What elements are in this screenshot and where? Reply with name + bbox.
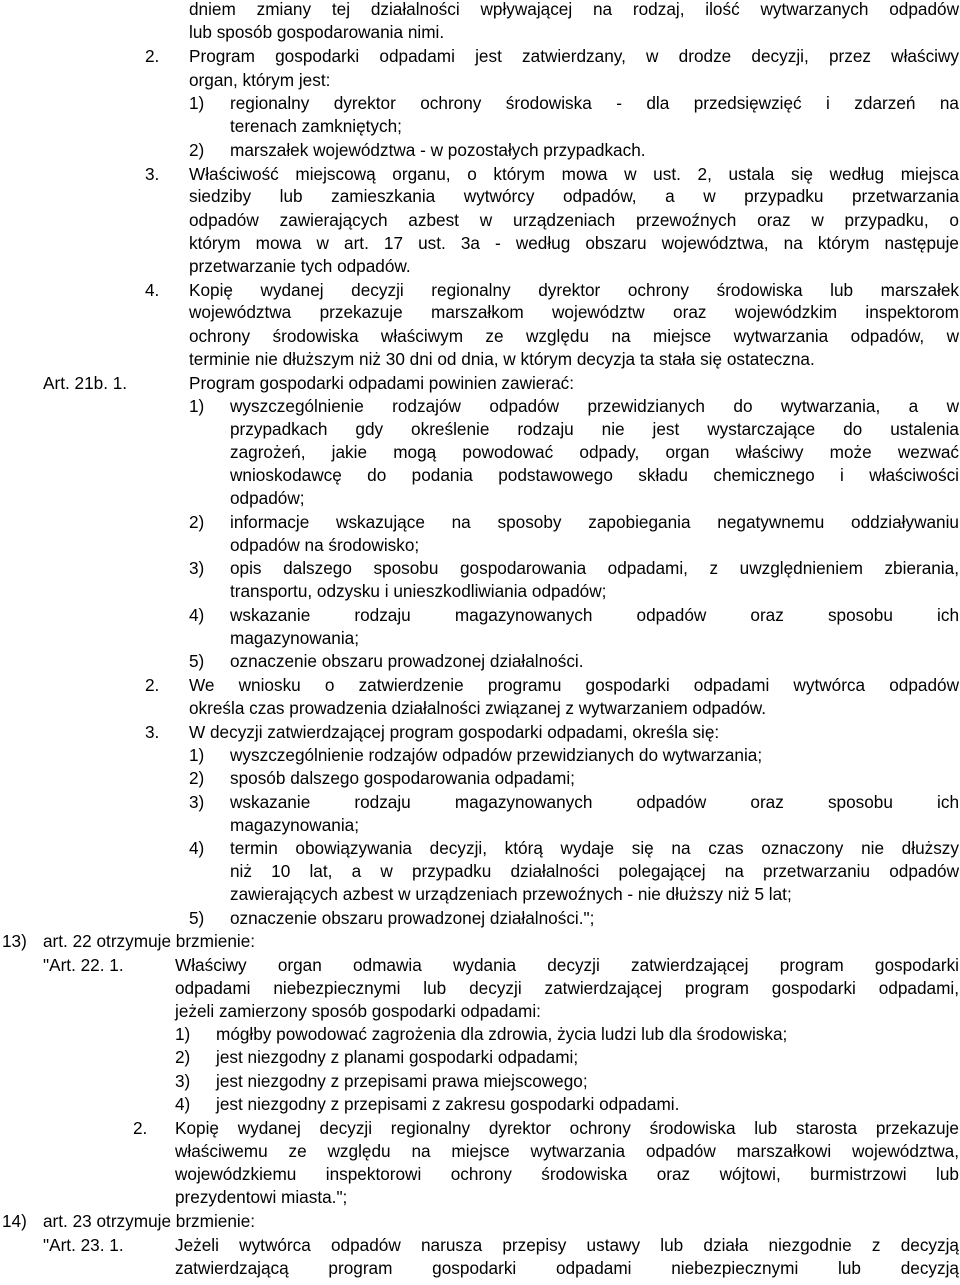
text-line: jest niezgodny z przepisami prawa miejscowego; — [216, 1071, 588, 1091]
list-label: 5) — [189, 651, 205, 671]
text-line: przypadkach gdy określenie rodzaju nie jest wystarczające do ustalenia — [230, 419, 959, 439]
list-label: 2. — [145, 675, 160, 695]
text-line: zagrożeń, jakie mogą powodować odpady, organ właściwy może wezwać — [230, 442, 959, 462]
list-label: 2) — [189, 140, 205, 160]
list-label: "Art. 22. 1. — [43, 955, 124, 975]
text-line: zatwierdzającą program gospodarki odpadami niebezpiecznymi lub decyzją — [175, 1258, 959, 1278]
text-line: Program gospodarki odpadami jest zatwierdzany, w drodze decyzji, przez właściwy — [189, 46, 959, 66]
text-line: Program gospodarki odpadami powinien zawierać: — [189, 373, 575, 393]
text-line: Właściwość miejscową organu, o którym mowa w ust. 2, ustala się według miejsca — [189, 164, 959, 184]
text-line: odpadów; — [230, 488, 305, 508]
text-line: opis dalszego sposobu gospodarowania odpadami, z uwzględnieniem zbierania, — [230, 558, 959, 578]
list-label: 3. — [145, 722, 160, 742]
text-line: wyszczególnienie rodzajów odpadów przewidzianych do wytwarzania, a w — [230, 396, 959, 416]
list-label: 3) — [189, 558, 205, 578]
text-line: transportu, odzysku i unieszkodliwiania odpadów; — [230, 581, 607, 601]
text-line: siedziby lub zamieszkania wytwórcy odpadów, a w przypadku przetwarzania — [189, 186, 959, 206]
list-label: 2. — [145, 46, 160, 66]
text-line: mógłby powodować zagrożenia dla zdrowia, życia ludzi lub dla środowiska; — [216, 1024, 788, 1044]
list-label: 14) — [2, 1211, 27, 1231]
text-line: Kopię wydanej decyzji regionalny dyrektor ochrony środowiska lub starosta przekazuje — [175, 1118, 959, 1138]
list-label: 1) — [189, 396, 205, 416]
text-line: wskazanie rodzaju magazynowanych odpadów oraz sposobu ich — [230, 605, 959, 625]
text-line: sposób dalszego gospodarowania odpadami; — [230, 768, 575, 788]
list-label: 13) — [2, 931, 27, 951]
text-line: jest niezgodny z planami gospodarki odpadami; — [216, 1047, 579, 1067]
text-line: W decyzji zatwierdzającej program gospodarki odpadami, określa się: — [189, 722, 720, 742]
text-line: jeżeli zamierzony sposób gospodarki odpadami: — [175, 1001, 541, 1021]
text-line: magazynowania; — [230, 628, 359, 648]
text-line: Jeżeli wytwórca odpadów narusza przepisy ustawy lub działa niezgodnie z decyzją — [175, 1235, 959, 1255]
list-label: 4) — [175, 1094, 191, 1114]
text-line: odpadami niebezpiecznymi lub decyzji zatwierdzającej program gospodarki odpadami, — [175, 978, 959, 998]
text-line: wojewódzkiemu inspektorowi ochrony środowiska oraz wójtowi, burmistrzowi lub — [175, 1164, 959, 1184]
list-label: 2) — [189, 768, 205, 788]
text-line: ochrony środowiska właściwym ze względu na miejsce wytwarzania odpadów, w — [189, 326, 959, 346]
text-line: zawierających azbest w urządzeniach przewoźnych - nie dłuższy niż 5 lat; — [230, 884, 792, 904]
text-line: właściwemu ze względu na miejsce wytwarzania odpadów marszałkowi województwa, — [175, 1141, 959, 1161]
text-line: niż 10 lat, a w przypadku działalności polegającej na przetwarzaniu odpadów — [230, 861, 959, 881]
text-line: marszałek województwa - w pozostałych przypadkach. — [230, 140, 646, 160]
text-line: dniem zmiany tej działalności wpływającej na rodzaj, ilość wytwarzanych odpadów — [189, 0, 959, 19]
list-label: 4. — [145, 280, 160, 300]
text-line: oznaczenie obszaru prowadzonej działalności."; — [230, 908, 595, 928]
text-line: Kopię wydanej decyzji regionalny dyrektor ochrony środowiska lub marszałek — [189, 280, 959, 300]
list-label: 3. — [145, 164, 160, 184]
text-line: organ, którym jest: — [189, 70, 331, 90]
list-label: 1) — [175, 1024, 191, 1044]
list-label: 4) — [189, 838, 205, 858]
list-label: 1) — [189, 745, 205, 765]
text-line: art. 23 otrzymuje brzmienie: — [43, 1211, 256, 1231]
list-label: Art. 21b. 1. — [43, 373, 128, 393]
text-line: magazynowania; — [230, 815, 359, 835]
text-line: We wniosku o zatwierdzenie programu gospodarki odpadami wytwórca odpadów — [189, 675, 959, 695]
text-line: odpadów na środowisko; — [230, 535, 420, 555]
text-line: terminie nie dłuższym niż 30 dni od dnia, w którym decyzja ta stała się ostateczna. — [189, 349, 815, 369]
text-line: którym mowa w art. 17 ust. 3a - według obszaru województwa, na którym następuje — [189, 233, 959, 253]
list-label: 3) — [175, 1071, 191, 1091]
list-label: "Art. 23. 1. — [43, 1235, 124, 1255]
list-label: 2. — [133, 1118, 148, 1138]
text-line: oznaczenie obszaru prowadzonej działalności. — [230, 651, 584, 671]
list-label: 4) — [189, 605, 205, 625]
text-line: wnioskodawcę do podania podstawowego składu chemicznego i właściwości — [230, 465, 959, 485]
text-line: określa czas prowadzenia działalności związanej z wytwarzaniem odpadów. — [189, 698, 767, 718]
list-label: 5) — [189, 908, 205, 928]
text-line: jest niezgodny z przepisami z zakresu gospodarki odpadami. — [216, 1094, 680, 1114]
text-line: województwa przekazuje marszałkom województw oraz wojewódzkim inspektorom — [189, 302, 959, 322]
text-line: Właściwy organ odmawia wydania decyzji zatwierdzającej program gospodarki — [175, 955, 959, 975]
list-label: 2) — [175, 1047, 191, 1067]
text-line: odpadów zawierających azbest w urządzeniach przewoźnych oraz w przypadku, o — [189, 210, 959, 230]
text-line: przetwarzanie tych odpadów. — [189, 256, 411, 276]
text-line: regionalny dyrektor ochrony środowiska - dla przedsięwzięć i zdarzeń na — [230, 93, 959, 113]
list-label: 1) — [189, 93, 205, 113]
list-label: 2) — [189, 512, 205, 532]
text-line: wyszczególnienie rodzajów odpadów przewidzianych do wytwarzania; — [230, 745, 763, 765]
text-line: termin obowiązywania decyzji, którą wydaje się na czas oznaczony nie dłuższy — [230, 838, 959, 858]
text-line: lub sposób gospodarowania nimi. — [189, 22, 445, 42]
text-line: prezydentowi miasta."; — [175, 1187, 348, 1207]
text-line: terenach zamkniętych; — [230, 116, 402, 136]
text-line: art. 22 otrzymuje brzmienie: — [43, 931, 256, 951]
list-label: 3) — [189, 792, 205, 812]
text-line: informacje wskazujące na sposoby zapobiegania negatywnemu oddziaływaniu — [230, 512, 959, 532]
text-line: wskazanie rodzaju magazynowanych odpadów oraz sposobu ich — [230, 792, 959, 812]
